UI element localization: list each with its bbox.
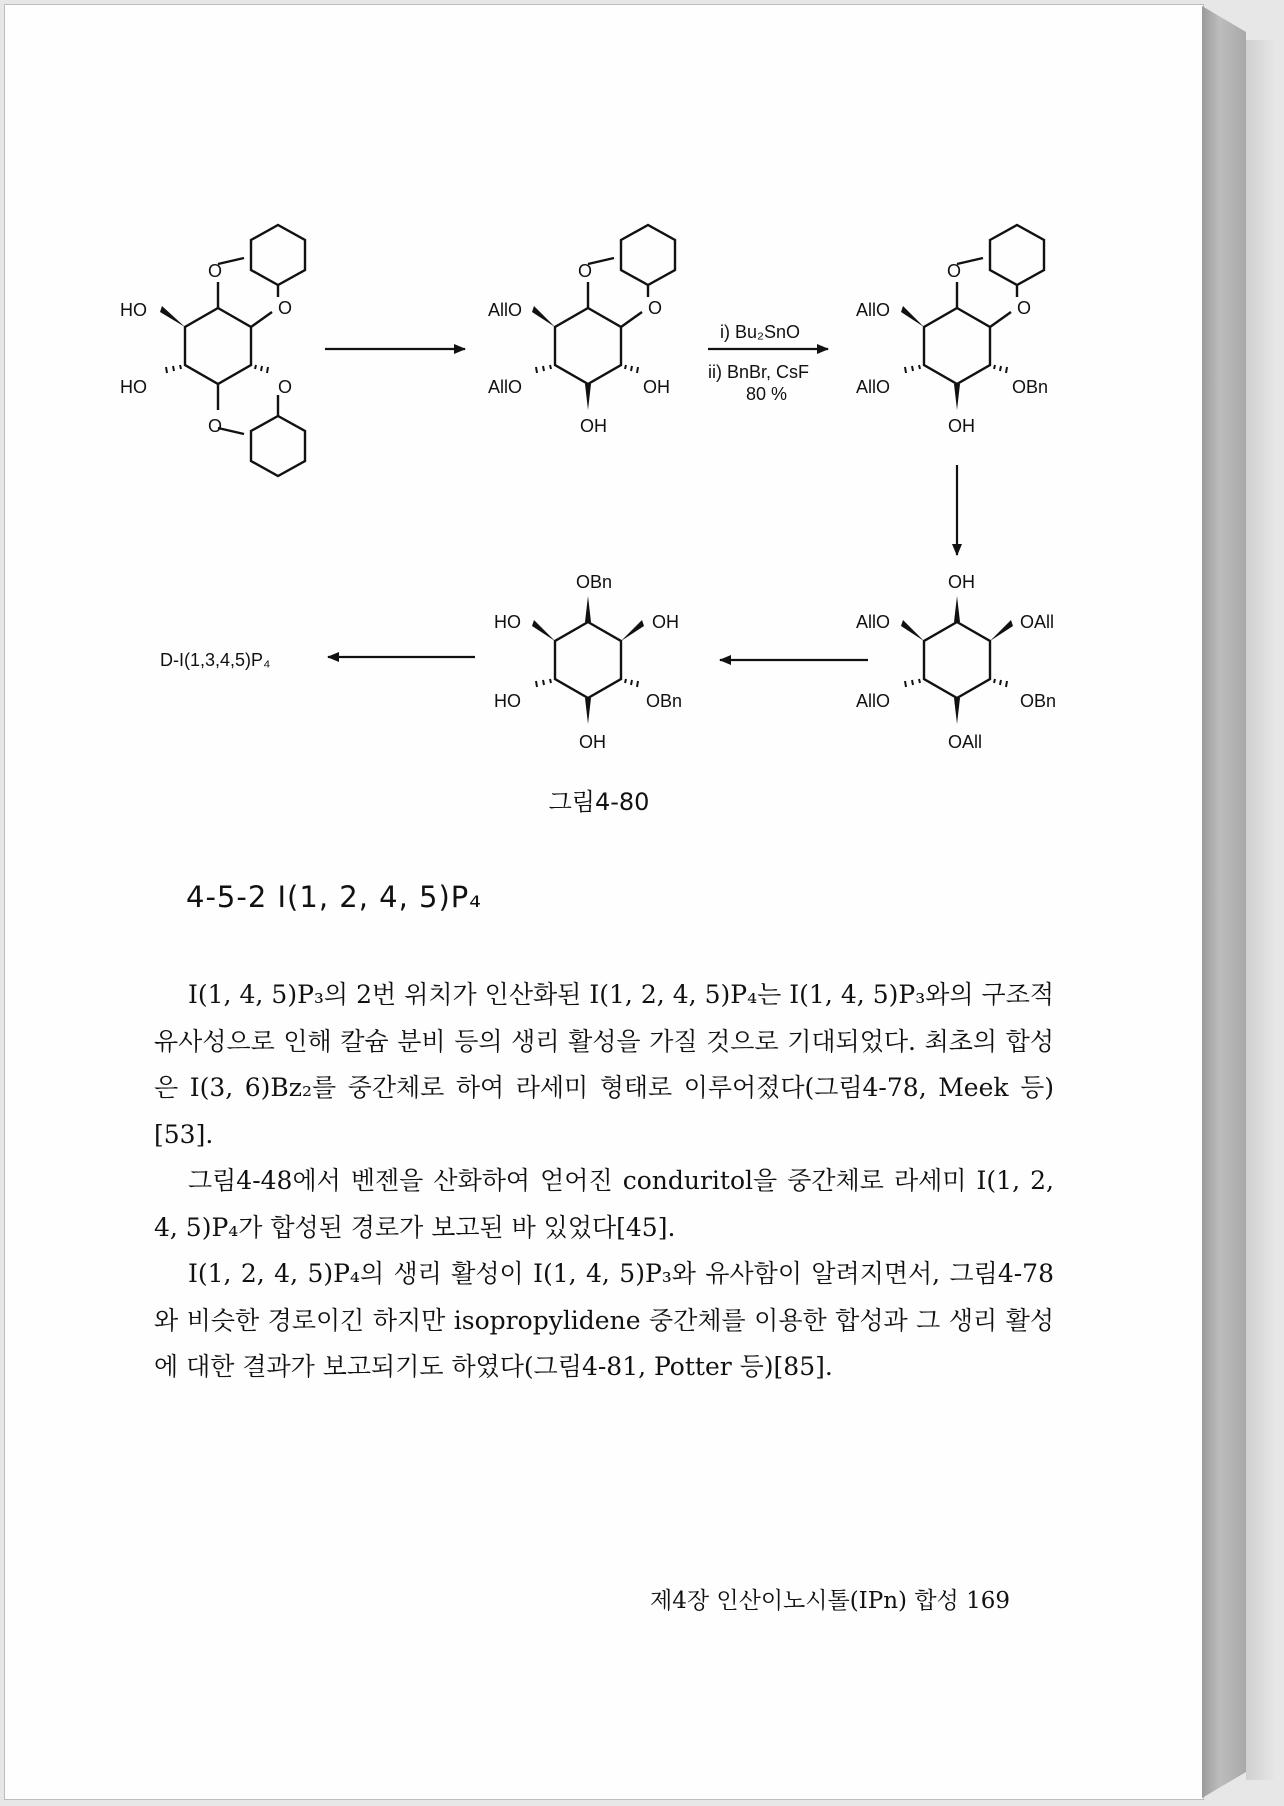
- paragraph: I(1, 2, 4, 5)P₄의 생리 활성이 I(1, 4, 5)P₃와 유사함이 알려지면서, 그림4-78와 비슷한 경로이긴 하지만 isopropylidene 중간체를 이용한 합성과 그 생리 활성에 대한 결과가 보고되기도 하였다(그림4-81, Potter 등)[85].: [154, 1259, 1054, 1381]
- molecule-5: [555, 622, 621, 698]
- molecule-4-hashes: [905, 679, 1007, 687]
- mol5-ho-top: HO: [494, 612, 521, 632]
- molecule-1: [185, 225, 305, 476]
- mol3-allo-top: AllO: [856, 300, 891, 320]
- section-heading: 4-5-2 I(1, 2, 4, 5)P₄: [186, 880, 482, 914]
- mol3-oh-bottom: OH: [948, 416, 975, 436]
- mol3-o-2: O: [1017, 298, 1032, 318]
- mol4-allo-bottom: AllO: [856, 691, 891, 711]
- mol3-o-1: O: [947, 261, 962, 281]
- mol2-o-2: O: [648, 298, 663, 318]
- mol2-oh-bottom: OH: [580, 416, 607, 436]
- mol5-ho-bottom: HO: [494, 691, 521, 711]
- molecule-4: [924, 622, 990, 698]
- molecule-1-wedges: [160, 306, 185, 327]
- mol3-allo-bottom: AllO: [856, 377, 891, 397]
- product-label: D-I(1,3,4,5)P₄: [160, 650, 271, 670]
- reagent-line-3: 80 %: [746, 384, 788, 404]
- mol2-oh-right: OH: [643, 377, 670, 397]
- molecule-2-wedges: [532, 306, 591, 410]
- page-footer: 제4장 인산이노시톨(IPn) 합성 169: [650, 1588, 1010, 1614]
- mol2-allo-bottom: AllO: [488, 377, 523, 397]
- paragraph: 그림4-48에서 벤젠을 산화하여 얻어진 conduritol을 중간체로 라세미 I(1, 2, 4, 5)P₄가 합성된 경로가 보고된 바 있었다[45].: [154, 1166, 1054, 1242]
- mol1-ho-bottom: HO: [120, 377, 147, 397]
- mol3-obn: OBn: [1012, 377, 1049, 397]
- mol2-allo-top: AllO: [488, 300, 523, 320]
- paragraph: I(1, 4, 5)P₃의 2번 위치가 인산화된 I(1, 2, 4, 5)P₄는 I(1, 4, 5)P₃와의 구조적 유사성으로 인해 칼슘 분비 등의 생리 활성을 가질 것으로 기대되었다. 최초의 합성은 I(3, 6)Bz₂를 중간체로 하여 라세미 형태로 이루어졌다(그림4-78, Meek 등)[53].: [154, 980, 1054, 1149]
- mol4-oh-top: OH: [948, 572, 975, 592]
- mol4-allo-top: AllO: [856, 612, 891, 632]
- mol1-o-1: O: [208, 261, 223, 281]
- reagent-line-2: ii) BnBr, CsF: [708, 362, 810, 382]
- figure-caption: 그림4-80: [548, 788, 650, 816]
- mol4-oall-bottom: OAll: [948, 732, 983, 752]
- molecule-1-hashes: [166, 365, 268, 373]
- molecule-5-wedges: [532, 596, 644, 724]
- mol1-ho-top: HO: [120, 300, 147, 320]
- mol5-obn-right: OBn: [646, 691, 683, 711]
- mol1-o-2: O: [278, 298, 293, 318]
- molecule-3-wedges: [901, 306, 960, 410]
- mol5-oh-right: OH: [652, 612, 679, 632]
- mol1-o-3: O: [278, 377, 293, 397]
- mol1-o-4: O: [208, 416, 223, 436]
- mol2-o-1: O: [578, 261, 593, 281]
- molecule-3-hashes: [905, 365, 1007, 373]
- reaction-scheme: [0, 0, 1284, 800]
- mol5-obn-top: OBn: [576, 572, 613, 592]
- mol4-obn: OBn: [1020, 691, 1057, 711]
- mol5-oh-bottom: OH: [579, 732, 606, 752]
- molecule-5-hashes: [536, 679, 638, 687]
- mol4-oall-right: OAll: [1020, 612, 1055, 632]
- body-text: [154, 972, 1054, 1391]
- reagent-line-1: i) Bu₂SnO: [720, 322, 801, 342]
- molecule-4-wedges: [901, 596, 1013, 724]
- molecule-2-hashes: [536, 365, 638, 373]
